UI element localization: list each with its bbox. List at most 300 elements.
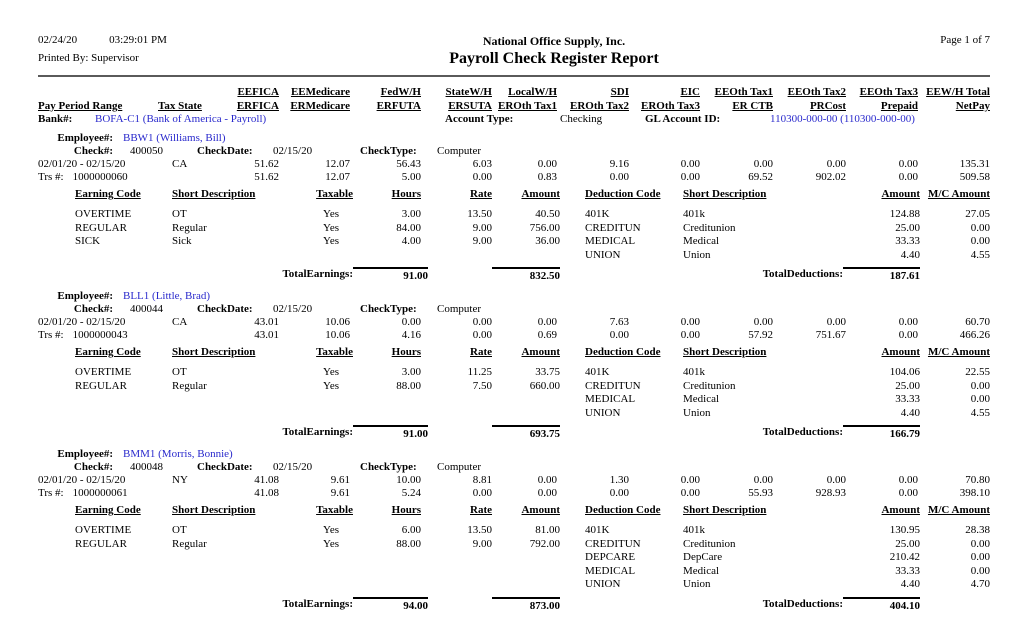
- deduction-cell: DepCare: [683, 551, 723, 563]
- earning-cell: 13.50: [467, 208, 492, 220]
- trs-value: 1000000043: [72, 329, 128, 341]
- mc-amount-header: M/C Amount: [927, 504, 990, 516]
- deduction-cell: 4.40: [900, 578, 920, 590]
- deduction-cell: Union: [683, 248, 711, 261]
- header-left: [38, 34, 318, 64]
- transaction-number: [38, 487, 158, 500]
- bank-value-link[interactable]: BOFA-C1 (Bank of America - Payroll): [95, 113, 267, 125]
- tax-amount-cell: 7.63: [609, 316, 629, 328]
- totals-row: [38, 425, 990, 442]
- printed-by: Printed By: Supervisor: [38, 52, 139, 64]
- deduction-row: [560, 565, 990, 579]
- deduction-row: [560, 393, 990, 407]
- employee-number-link[interactable]: BLL1 (Little, Brad): [123, 290, 211, 302]
- total-earnings-label: TotalEarnings:: [282, 426, 353, 438]
- earning-cell: OVERTIME: [75, 524, 132, 536]
- deduction-cell: 401k: [683, 366, 705, 378]
- tax-amount-cell: 0.69: [537, 329, 557, 341]
- short-description-header: Short Description: [683, 346, 767, 358]
- tax-amount-cell: 0.00: [826, 474, 846, 486]
- earning-cell: SICK: [75, 235, 101, 247]
- earning-cell: Yes: [322, 379, 339, 392]
- column-header: NetPay: [955, 100, 990, 112]
- earning-code-header: Earning Code: [75, 188, 141, 200]
- deduction-cell: 25.00: [895, 537, 920, 550]
- spacer: [428, 267, 492, 284]
- deduction-cell: 0.00: [970, 551, 990, 563]
- tax-amount-cell: 5.24: [401, 487, 421, 499]
- tax-amount-cell: 9.61: [330, 474, 350, 486]
- tax-amount-cell: 0.00: [609, 171, 629, 183]
- tax-row-transaction: [38, 329, 990, 342]
- deduction-row: [560, 407, 990, 421]
- deduction-cell: 401K: [585, 208, 610, 220]
- deduction-cell: MEDICAL: [585, 235, 636, 247]
- deduction-cell: UNION: [585, 578, 621, 590]
- total-earnings-label: TotalEarnings:: [282, 597, 353, 610]
- tax-amount-cell: 41.08: [254, 487, 279, 499]
- earning-cell: OT: [172, 208, 187, 220]
- employee-block: [38, 132, 990, 284]
- print-time: 03:29:01 PM: [109, 34, 167, 46]
- tax-amount-cell: 12.07: [325, 158, 350, 170]
- employee-number-label: Employee#:: [57, 132, 113, 144]
- tax-row-transaction: [38, 171, 990, 184]
- tax-row-period: [38, 316, 990, 329]
- tax-amount-cell: 0.00: [898, 171, 918, 183]
- deduction-cell: Creditunion: [683, 537, 736, 550]
- trs-value: 1000000061: [72, 487, 128, 499]
- totals-row: [38, 597, 990, 614]
- column-header: ERFUTA: [376, 100, 421, 112]
- earning-cell: Yes: [322, 208, 339, 220]
- total-hours-value: 91.00: [353, 425, 428, 442]
- column-header: EEW/H Total: [926, 86, 990, 98]
- tax-amount-cell: 4.16: [401, 329, 421, 341]
- column-header: ERMedicare: [290, 100, 350, 112]
- column-header: ERSUTA: [448, 100, 492, 112]
- earning-cell: 11.25: [467, 366, 492, 378]
- rate-header: Rate: [470, 504, 492, 516]
- totals-row: [38, 267, 990, 284]
- short-description-header: Short Description: [683, 188, 767, 200]
- spacer: [158, 171, 215, 184]
- deduction-cell: Medical: [683, 393, 720, 405]
- company-name: National Office Supply, Inc.: [482, 34, 626, 48]
- tax-amount-cell: 0.00: [401, 316, 421, 328]
- deduction-cell: 27.05: [965, 208, 990, 220]
- total-earnings-amount: 873.00: [492, 597, 560, 614]
- spacer: [428, 425, 492, 442]
- tax-amount-cell: 70.80: [965, 474, 990, 486]
- tax-amount-cell: 0.00: [472, 316, 492, 328]
- deduction-code-header: Deduction Code: [585, 346, 661, 358]
- short-description-header: Short Description: [172, 188, 256, 200]
- tax-amount-cell: 398.10: [959, 487, 990, 499]
- earning-cell: 33.75: [535, 366, 560, 378]
- total-deductions-amount: 187.61: [843, 267, 920, 284]
- deduction-cell: 33.33: [895, 564, 920, 577]
- earning-cell: Regular: [172, 537, 207, 550]
- deduction-cell: 28.38: [965, 524, 990, 536]
- column-header: EEOth Tax3: [859, 86, 918, 98]
- earning-cell: Yes: [322, 524, 339, 536]
- amount-header: Amount: [521, 504, 560, 516]
- column-header: LocalW/H: [508, 86, 557, 98]
- deduction-cell: UNION: [585, 248, 621, 261]
- tax-amount-cell: 9.61: [330, 487, 350, 499]
- check-number-value: 400048: [130, 461, 163, 473]
- deduction-row: [560, 222, 990, 236]
- earning-cell: 756.00: [529, 221, 560, 234]
- column-header: EROth Tax2: [570, 100, 629, 112]
- amount-header: Amount: [881, 188, 920, 200]
- tax-amount-cell: 0.00: [898, 316, 918, 328]
- taxable-header: Taxable: [316, 188, 353, 200]
- tax-amount-cell: 0.00: [680, 316, 700, 328]
- tax-amount-cell: 10.06: [325, 316, 350, 328]
- mc-amount-header: M/C Amount: [927, 346, 990, 358]
- deduction-cell: DEPCARE: [585, 551, 636, 563]
- deduction-cell: 22.55: [965, 366, 990, 378]
- deduction-cell: 4.55: [970, 248, 990, 261]
- tax-amount-cell: 0.83: [537, 171, 557, 183]
- detail-header-row: [38, 345, 990, 360]
- tax-amount-cell: 43.01: [254, 316, 279, 328]
- check-number-label: Check#:: [73, 461, 113, 473]
- deduction-cell: CREDITUN: [585, 537, 641, 550]
- deduction-cell: Union: [683, 578, 711, 590]
- deduction-row: [560, 551, 990, 565]
- earning-cell: 6.00: [401, 524, 421, 536]
- deduction-cell: 0.00: [970, 221, 990, 234]
- total-deductions-label: TotalDeductions:: [762, 426, 843, 438]
- tax-amount-cell: 0.00: [753, 158, 773, 170]
- deduction-cell: Creditunion: [683, 221, 736, 234]
- earning-cell: OVERTIME: [75, 208, 132, 220]
- earning-cell: REGULAR: [75, 221, 127, 234]
- deduction-row: [560, 366, 990, 380]
- check-row: [38, 145, 990, 158]
- tax-amount-cell: 60.70: [965, 316, 990, 328]
- tax-amount-cell: 902.02: [815, 171, 846, 183]
- deductions-table: [560, 524, 990, 592]
- column-header: EEOth Tax2: [787, 86, 846, 98]
- column-header-row-2: [38, 99, 990, 113]
- earning-cell: OT: [172, 524, 187, 536]
- spacer: [38, 85, 158, 99]
- total-deductions-label: TotalDeductions:: [762, 268, 843, 280]
- column-header: EEFICA: [237, 86, 279, 98]
- employee-row: [38, 290, 990, 303]
- tax-row-transaction: [38, 487, 990, 500]
- total-hours-value: 91.00: [353, 267, 428, 284]
- employee-row: [38, 448, 990, 461]
- column-header: EIC: [680, 86, 700, 98]
- earning-cell: 4.00: [401, 235, 421, 247]
- deduction-cell: 25.00: [895, 379, 920, 392]
- deduction-cell: 33.33: [895, 393, 920, 405]
- employee-number-label: Employee#:: [57, 290, 113, 302]
- header-center: [318, 34, 790, 68]
- earning-cell: 36.00: [535, 235, 560, 247]
- deduction-cell: 401k: [683, 524, 705, 536]
- tax-amount-cell: 0.00: [898, 158, 918, 170]
- column-header: Prepaid: [880, 100, 918, 112]
- tax-amount-cell: 0.00: [680, 158, 700, 170]
- amount-header: Amount: [521, 188, 560, 200]
- earnings-table: [38, 208, 560, 249]
- employee-block: [38, 290, 990, 442]
- employee-number-link[interactable]: BBW1 (Williams, Bill): [123, 132, 226, 144]
- taxable-header: Taxable: [316, 504, 353, 516]
- amount-header: Amount: [881, 346, 920, 358]
- account-type-label: Account Type:: [445, 113, 514, 125]
- tax-amount-cell: 0.00: [537, 474, 557, 486]
- deduction-cell: 210.42: [889, 551, 920, 563]
- column-header: FedW/H: [380, 86, 421, 98]
- deduction-row: [560, 578, 990, 592]
- earning-cell: Yes: [322, 235, 339, 247]
- earning-cell: 9.00: [472, 235, 492, 247]
- employee-row: [38, 132, 990, 145]
- employee-block: [38, 448, 990, 614]
- earning-row: [38, 524, 560, 538]
- earning-cell: 7.50: [472, 379, 492, 392]
- deduction-cell: 401k: [683, 208, 705, 220]
- tax-amount-cell: 0.00: [826, 158, 846, 170]
- tax-amount-cell: 5.00: [401, 171, 421, 183]
- earning-cell: 9.00: [472, 221, 492, 234]
- total-deductions-amount: 166.79: [843, 425, 920, 442]
- tax-amount-cell: 6.03: [472, 158, 492, 170]
- deduction-cell: Medical: [683, 564, 720, 577]
- tax-amount-cell: 43.01: [254, 329, 279, 341]
- hours-header: Hours: [391, 346, 421, 358]
- earning-cell: 3.00: [401, 366, 421, 378]
- trs-label: Trs #:: [38, 329, 64, 341]
- tax-amount-cell: 10.00: [396, 474, 421, 486]
- earning-cell: Yes: [322, 366, 339, 378]
- employee-number-link[interactable]: BMM1 (Morris, Bonnie): [123, 448, 233, 460]
- deduction-cell: CREDITUN: [585, 221, 641, 234]
- deductions-table: [560, 208, 990, 262]
- tax-amount-cell: 0.00: [826, 316, 846, 328]
- deduction-cell: 124.88: [889, 208, 920, 220]
- earning-row: [38, 380, 560, 394]
- check-number-label: Check#:: [73, 145, 113, 157]
- earnings-table: [38, 524, 560, 551]
- tax-amount-cell: 0.00: [609, 487, 629, 499]
- earning-code-header: Earning Code: [75, 504, 141, 516]
- spacer: [158, 329, 215, 342]
- column-header: ER CTB: [732, 100, 773, 112]
- spacer: [428, 597, 492, 614]
- detail-body: [38, 366, 990, 420]
- tax-amount-cell: 0.00: [472, 171, 492, 183]
- earning-cell: OT: [172, 366, 187, 378]
- column-header: EROth Tax1: [498, 100, 557, 112]
- check-type-value: Computer: [437, 303, 481, 315]
- tax-state-value: CA: [172, 316, 188, 328]
- trs-label: Trs #:: [38, 171, 64, 183]
- tax-amount-cell: 0.00: [609, 329, 629, 341]
- earning-cell: 13.50: [467, 524, 492, 536]
- tax-amount-cell: 41.08: [254, 474, 279, 486]
- tax-amount-cell: 0.00: [680, 474, 700, 486]
- rate-header: Rate: [470, 346, 492, 358]
- deduction-row: [560, 249, 990, 263]
- tax-amount-cell: 69.52: [748, 171, 773, 183]
- deduction-cell: 33.33: [895, 235, 920, 247]
- earning-code-header: Earning Code: [75, 346, 141, 358]
- column-header-tax-state: Tax State: [158, 100, 202, 112]
- tax-amount-cell: 56.43: [396, 158, 421, 170]
- total-deductions-amount: 404.10: [843, 597, 920, 614]
- earnings-table: [38, 366, 560, 393]
- column-header: StateW/H: [445, 86, 492, 98]
- amount-header: Amount: [521, 346, 560, 358]
- detail-body: [38, 524, 990, 592]
- deduction-row: [560, 208, 990, 222]
- tax-amount-cell: 55.93: [748, 487, 773, 499]
- account-type-value: Checking: [560, 113, 603, 125]
- print-datetime: [38, 34, 318, 46]
- header-divider: [38, 75, 990, 77]
- tax-amount-cell: 10.06: [325, 329, 350, 341]
- tax-amount-cell: 135.31: [959, 158, 990, 170]
- spacer: [158, 487, 215, 500]
- taxable-header: Taxable: [316, 346, 353, 358]
- short-description-header: Short Description: [683, 504, 767, 516]
- deduction-cell: 401K: [585, 366, 610, 378]
- tax-amount-cell: 0.00: [753, 316, 773, 328]
- tax-state-value: CA: [172, 158, 188, 170]
- check-number-value: 400050: [130, 145, 163, 157]
- deduction-cell: UNION: [585, 406, 621, 419]
- column-header: ERFICA: [236, 100, 279, 112]
- trs-value: 1000000060: [72, 171, 128, 183]
- check-type-label: CheckType:: [360, 461, 417, 473]
- earning-cell: REGULAR: [75, 379, 127, 392]
- deduction-cell: MEDICAL: [585, 564, 636, 577]
- earning-cell: Yes: [322, 537, 339, 550]
- trs-label: Trs #:: [38, 487, 64, 499]
- check-date-label: CheckDate:: [197, 145, 253, 157]
- deduction-row: [560, 235, 990, 249]
- deduction-cell: 104.06: [889, 366, 920, 378]
- tax-amount-cell: 57.92: [748, 329, 773, 341]
- deduction-cell: Union: [683, 406, 711, 419]
- tax-state-value: NY: [172, 474, 188, 486]
- column-header-pay-period-range: Pay Period Range: [38, 100, 123, 112]
- column-header: EEMedicare: [290, 86, 350, 98]
- tax-amount-cell: 751.67: [815, 329, 846, 341]
- amount-header: Amount: [881, 504, 920, 516]
- tax-amount-cell: 0.00: [680, 487, 700, 499]
- tax-amount-cell: 1.30: [609, 474, 629, 486]
- deduction-cell: 4.70: [970, 578, 990, 590]
- tax-amount-cell: 509.58: [959, 171, 990, 183]
- deduction-row: [560, 524, 990, 538]
- print-date: 02/24/20: [38, 34, 78, 46]
- gl-account-value-link[interactable]: 110300-000-00 (110300-000-00): [770, 113, 915, 125]
- deduction-cell: MEDICAL: [585, 393, 636, 405]
- detail-body: [38, 208, 990, 262]
- total-earnings-amount: 693.75: [492, 425, 560, 442]
- hours-header: Hours: [391, 504, 421, 516]
- detail-header-row: [38, 187, 990, 202]
- check-date-label: CheckDate:: [197, 303, 253, 315]
- pay-period-range: 02/01/20 - 02/15/20: [38, 158, 126, 170]
- deduction-cell: 401K: [585, 524, 610, 536]
- check-type-label: CheckType:: [360, 145, 417, 157]
- deduction-cell: Medical: [683, 235, 720, 247]
- short-description-header: Short Description: [172, 346, 256, 358]
- pay-period-range: 02/01/20 - 02/15/20: [38, 474, 126, 486]
- deductions-table: [560, 366, 990, 420]
- spacer: [158, 85, 215, 99]
- check-date-label: CheckDate:: [197, 461, 253, 473]
- tax-amount-cell: 0.00: [898, 474, 918, 486]
- tax-amount-cell: 8.81: [472, 474, 492, 486]
- earning-row: [38, 222, 560, 236]
- deduction-cell: 0.00: [970, 537, 990, 550]
- deduction-cell: CREDITUN: [585, 379, 641, 392]
- earning-cell: Regular: [172, 379, 207, 392]
- deduction-code-header: Deduction Code: [585, 188, 661, 200]
- tax-amount-cell: 0.00: [472, 329, 492, 341]
- tax-amount-cell: 0.00: [537, 316, 557, 328]
- earning-cell: OVERTIME: [75, 366, 132, 378]
- check-number-label: Check#:: [73, 303, 113, 315]
- deduction-cell: 0.00: [970, 379, 990, 392]
- earning-cell: Yes: [322, 221, 339, 234]
- deduction-cell: 25.00: [895, 221, 920, 234]
- report-title: Payroll Check Register Report: [449, 50, 659, 67]
- earning-cell: 792.00: [529, 537, 560, 550]
- tax-amount-cell: 0.00: [898, 329, 918, 341]
- tax-amount-cell: 0.00: [537, 487, 557, 499]
- tax-row-period: [38, 158, 990, 171]
- deduction-cell: 4.55: [970, 406, 990, 419]
- employee-number-label: Employee#:: [57, 448, 113, 460]
- page-indicator: Page 1 of 7: [940, 34, 990, 46]
- tax-amount-cell: 0.00: [537, 158, 557, 170]
- deduction-cell: 0.00: [970, 564, 990, 577]
- tax-amount-cell: 12.07: [325, 171, 350, 183]
- deduction-cell: 0.00: [970, 235, 990, 247]
- column-header: PRCost: [809, 100, 846, 112]
- total-earnings-label: TotalEarnings:: [282, 268, 353, 280]
- deduction-cell: 130.95: [889, 524, 920, 536]
- earning-cell: Regular: [172, 221, 207, 234]
- detail-header-row: [38, 503, 990, 518]
- deduction-cell: Creditunion: [683, 379, 736, 392]
- tax-amount-cell: 0.00: [680, 171, 700, 183]
- check-row: [38, 303, 990, 316]
- total-earnings-amount: 832.50: [492, 267, 560, 284]
- tax-amount-cell: 928.93: [815, 487, 846, 499]
- mc-amount-header: M/C Amount: [927, 188, 990, 200]
- column-header: EROth Tax3: [641, 100, 700, 112]
- deduction-cell: 0.00: [970, 393, 990, 405]
- column-header: EEOth Tax1: [714, 86, 773, 98]
- report-header: [38, 34, 990, 68]
- check-number-value: 400044: [130, 303, 163, 315]
- deduction-row: [560, 538, 990, 552]
- check-date-value: 02/15/20: [273, 461, 313, 473]
